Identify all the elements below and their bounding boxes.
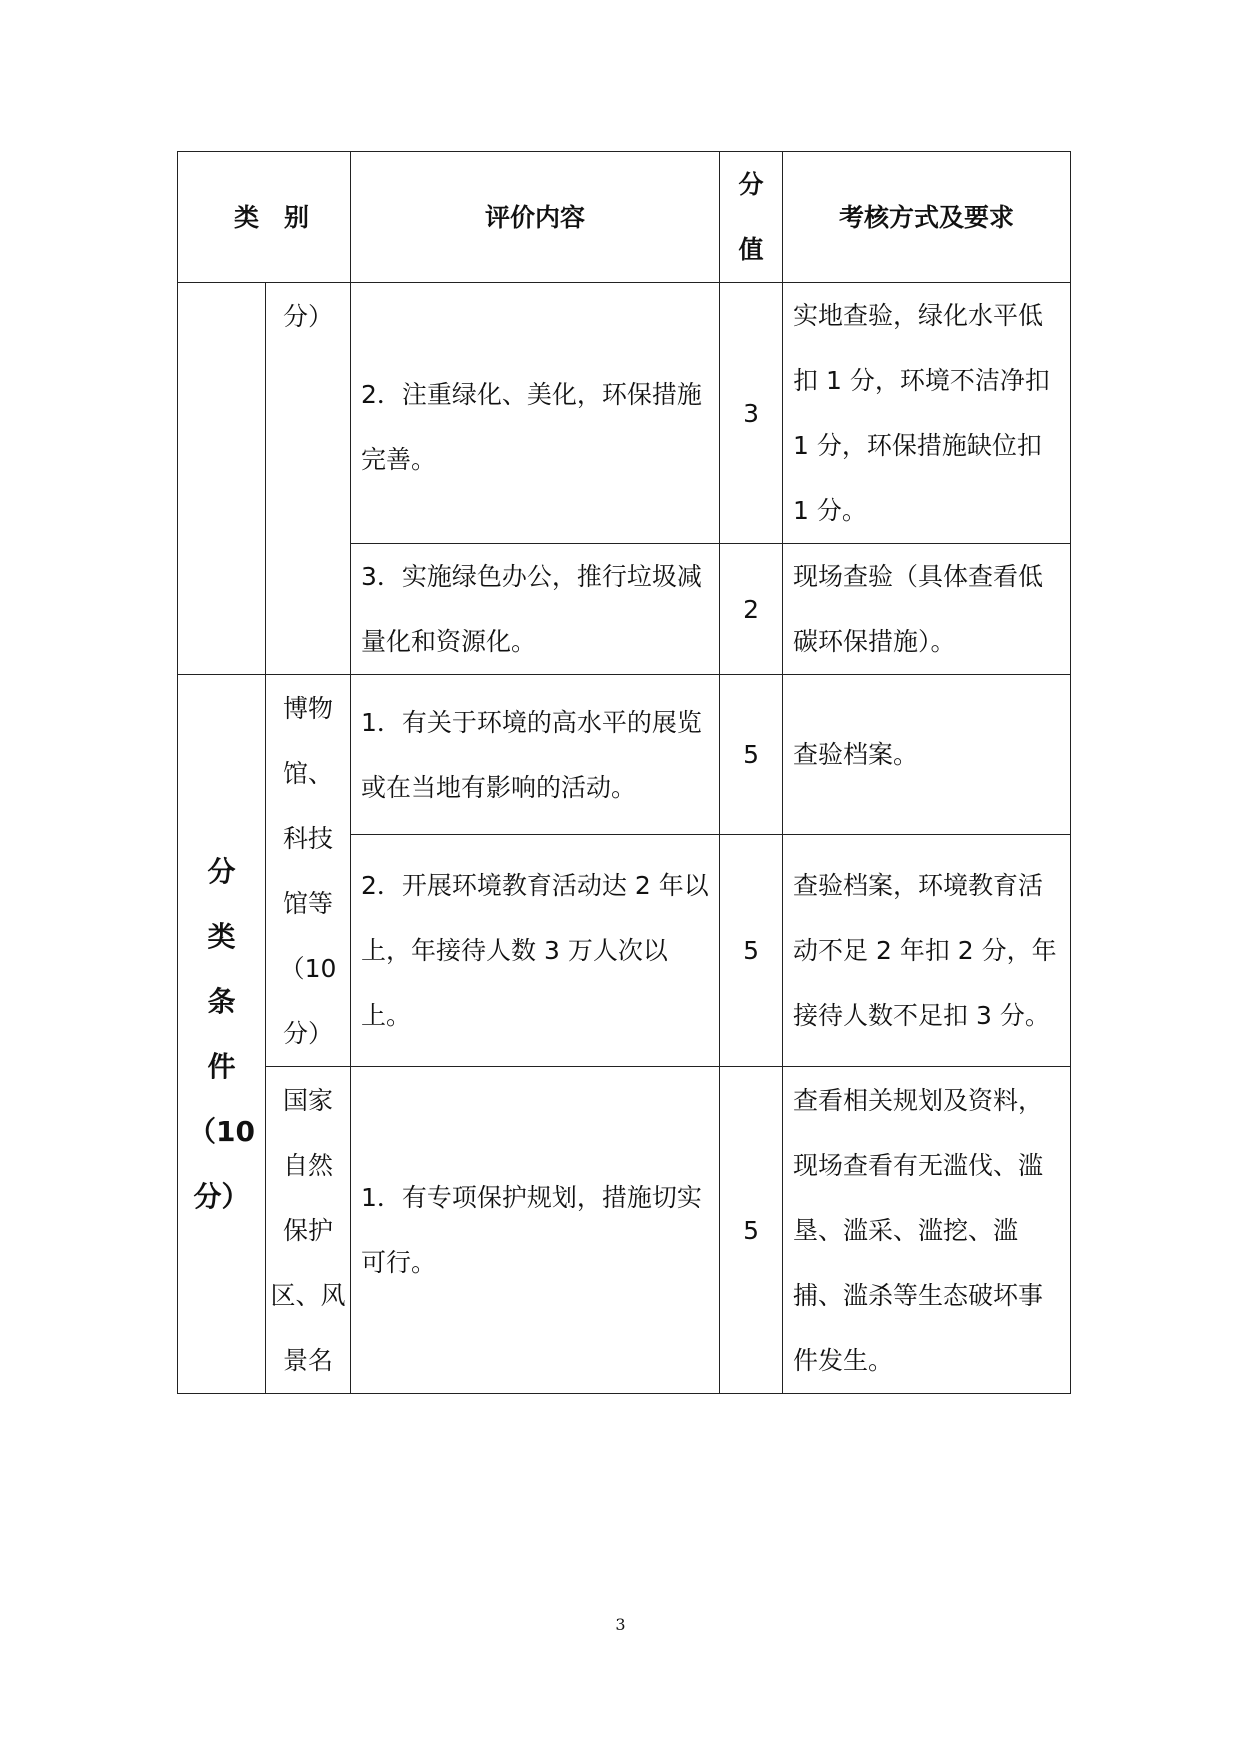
page-number: 3 (615, 1615, 626, 1634)
evaluation-table (177, 151, 1071, 1394)
score-cell: 3 (720, 283, 783, 544)
category-classification-cell: 分 类 条 件 （10 分） (178, 675, 266, 1394)
method-cell: 实地查验，绿化水平低扣 1 分，环境不洁净扣 1 分，环保措施缺位扣 1 分。 (783, 283, 1071, 544)
sub-category-reserve-cell: 国家 自然 保护 区、风 景名 (266, 1067, 351, 1394)
method-cell: 查验档案，环境教育活动不足 2 年扣 2 分，年接待人数不足扣 3 分。 (783, 835, 1071, 1067)
content-cell: 2．注重绿化、美化，环保措施完善。 (351, 283, 720, 544)
content-cell: 3．实施绿色办公，推行垃圾减量化和资源化。 (351, 544, 720, 675)
method-cell: 查验档案。 (783, 675, 1071, 835)
sub-category-cell: 分） (266, 283, 351, 675)
method-cell: 现场查验（具体查看低碳环保措施）。 (783, 544, 1071, 675)
score-cell: 5 (720, 835, 783, 1067)
sub-category-museum-cell: 博物 馆、 科技 馆等 （10 分） (266, 675, 351, 1067)
table-row (178, 283, 1071, 544)
header-row (178, 152, 1071, 283)
table-row (178, 1067, 1071, 1394)
header-score-line1: 分 (738, 170, 764, 199)
header-category: 类 别 (178, 152, 351, 283)
table-row (178, 675, 1071, 835)
score-cell: 5 (720, 1067, 783, 1394)
header-score-line2: 值 (738, 235, 764, 264)
category-empty-cell (178, 283, 266, 675)
method-cell: 查看相关规划及资料，现场查看有无滥伐、滥垦、滥采、滥挖、滥捕、滥杀等生态破坏事件发生。 (783, 1067, 1071, 1394)
content-cell: 1．有关于环境的高水平的展览或在当地有影响的活动。 (351, 675, 720, 835)
header-score (720, 152, 783, 283)
header-method: 考核方式及要求 (783, 152, 1071, 283)
score-cell: 2 (720, 544, 783, 675)
content-cell: 1．有专项保护规划，措施切实可行。 (351, 1067, 720, 1394)
score-cell: 5 (720, 675, 783, 835)
content-cell: 2．开展环境教育活动达 2 年以上，年接待人数 3 万人次以上。 (351, 835, 720, 1067)
header-content: 评价内容 (351, 152, 720, 283)
